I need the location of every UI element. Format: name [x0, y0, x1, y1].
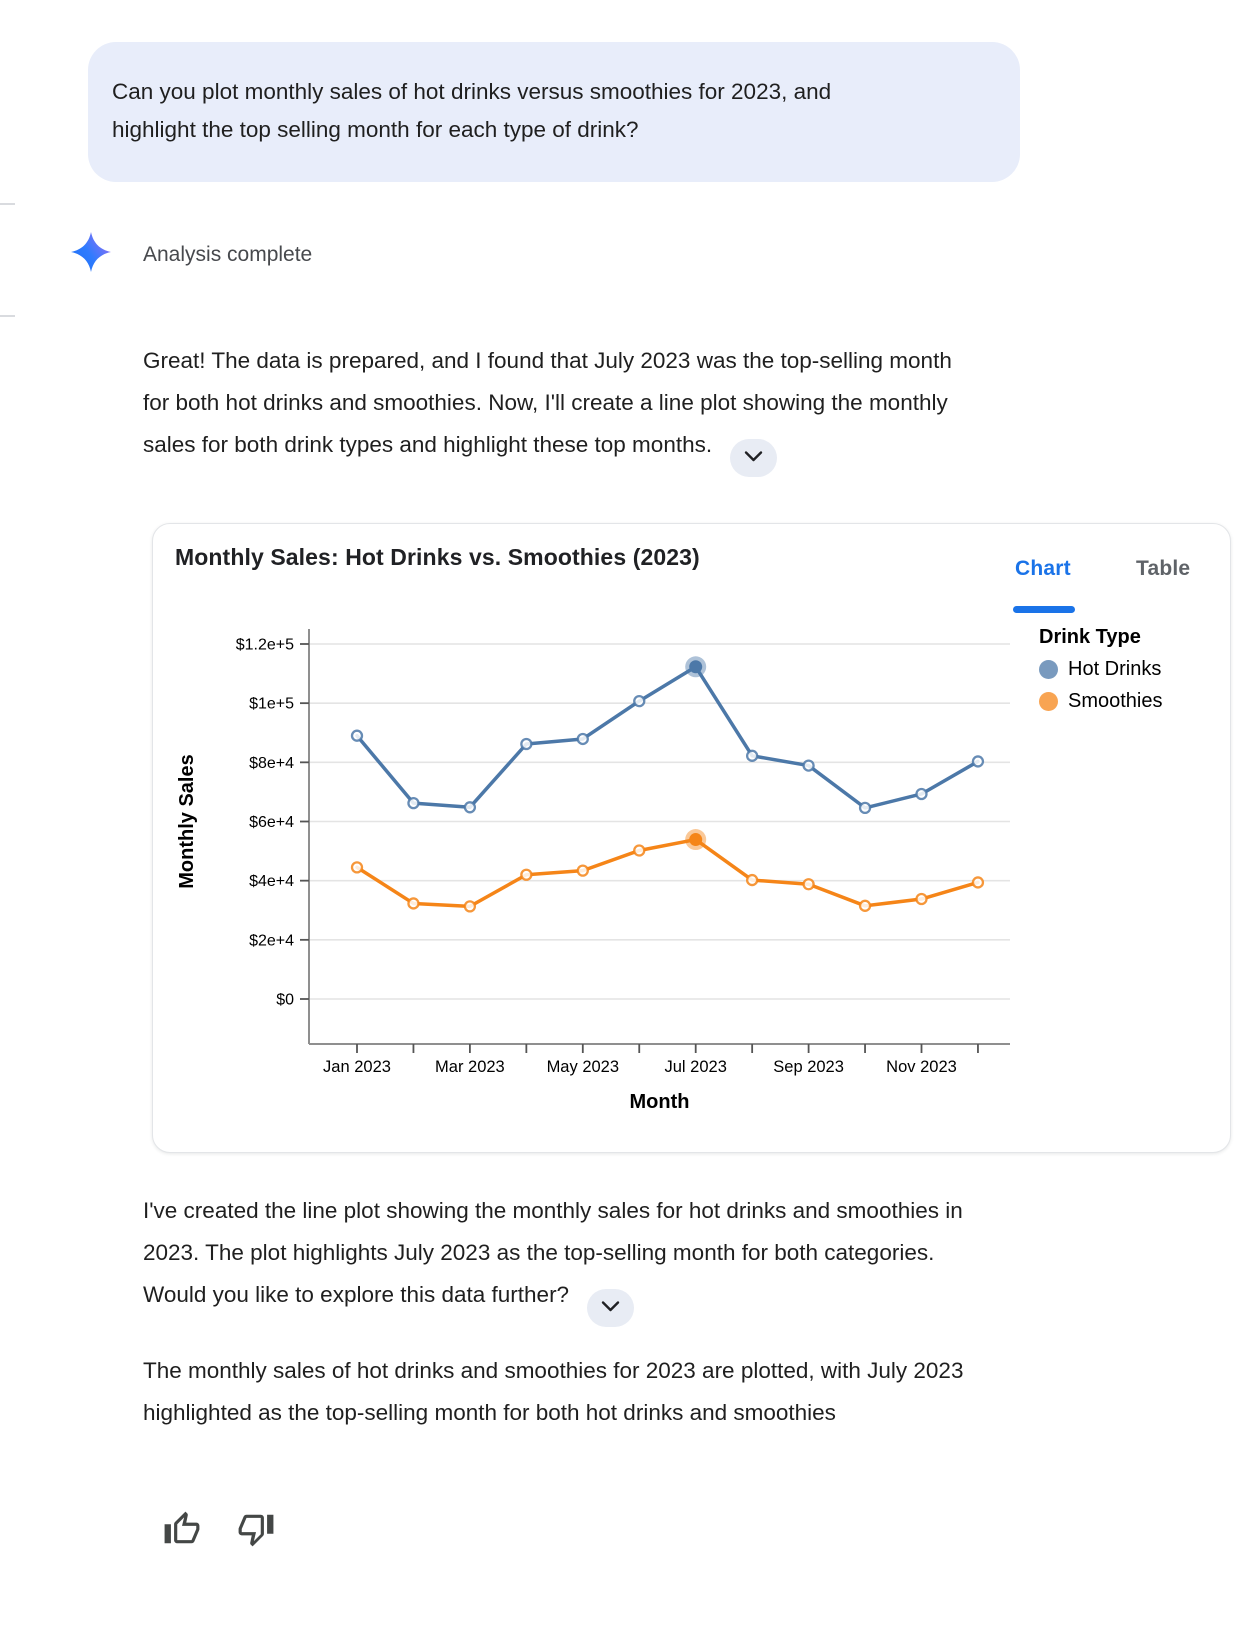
paragraph-line: highlighted as the top-selling month for both hot drinks and smoothies	[143, 1400, 836, 1425]
svg-text:Sep 2023: Sep 2023	[773, 1058, 844, 1076]
expand-details-button[interactable]	[587, 1289, 634, 1327]
smoothies-swatch-icon	[1039, 692, 1058, 711]
chevron-down-icon	[744, 450, 763, 466]
legend-label: Hot Drinks	[1068, 658, 1162, 680]
paragraph-line: I've created the line plot showing the monthly sales for hot drinks and smoothies in	[143, 1198, 963, 1223]
assistant-paragraph-1	[143, 340, 952, 477]
svg-text:May 2023: May 2023	[546, 1058, 620, 1076]
svg-text:$0: $0	[276, 991, 294, 1009]
svg-text:Monthly Sales: Monthly Sales	[176, 754, 198, 889]
paragraph-line: Great! The data is prepared, and I found that July 2023 was the top-selling month	[143, 348, 952, 373]
user-message-line: Can you plot monthly sales of hot drinks versus smoothies for 2023, and	[112, 79, 832, 104]
svg-text:Jul 2023: Jul 2023	[664, 1058, 727, 1076]
svg-text:Month: Month	[629, 1091, 690, 1113]
paragraph-line: The monthly sales of hot drinks and smoothies for 2023 are plotted, with July 2023	[143, 1358, 964, 1383]
timeline-mark	[0, 315, 15, 317]
svg-text:$2e+4: $2e+4	[249, 932, 294, 950]
paragraph-line: sales for both drink types and highlight these top months.	[143, 432, 713, 457]
legend-label: Smoothies	[1068, 690, 1163, 712]
user-message-bubble	[88, 42, 1020, 182]
svg-text:$1e+5: $1e+5	[249, 695, 294, 713]
hot-drinks-swatch-icon	[1039, 660, 1058, 679]
line-chart	[153, 524, 1230, 1152]
thumbs-down-button[interactable]	[232, 1506, 280, 1554]
analysis-status-row	[70, 231, 312, 278]
svg-text:$1.2e+5: $1.2e+5	[235, 636, 294, 654]
paragraph-line: for both hot drinks and smoothies. Now, I'll create a line plot showing the monthly	[143, 390, 948, 415]
expand-details-button[interactable]	[730, 439, 777, 477]
svg-text:$8e+4: $8e+4	[249, 754, 294, 772]
thumb-down-icon	[237, 1536, 275, 1551]
analysis-status-label: Analysis complete	[143, 242, 313, 266]
svg-text:Mar 2023: Mar 2023	[435, 1058, 505, 1076]
chart-legend	[1039, 626, 1163, 713]
legend-title: Drink Type	[1039, 626, 1141, 648]
user-message-line: highlight the top selling month for each type of drink?	[112, 117, 639, 142]
chart-card	[152, 523, 1231, 1153]
legend-item-hot-drinks	[1039, 658, 1163, 681]
active-tab-underline	[1013, 606, 1075, 613]
assistant-paragraph-2	[143, 1190, 963, 1327]
paragraph-line: 2023. The plot highlights July 2023 as the top-selling month for both categories.	[143, 1240, 935, 1265]
timeline-mark	[0, 203, 15, 205]
gemini-sparkle-icon	[70, 231, 112, 278]
paragraph-line: Would you like to explore this data further?	[143, 1282, 570, 1307]
tab-chart[interactable]: Chart	[1015, 557, 1071, 580]
svg-text:$4e+4: $4e+4	[249, 873, 294, 891]
tab-table[interactable]: Table	[1136, 557, 1191, 580]
chevron-down-icon	[601, 1300, 620, 1316]
chart-title: Monthly Sales: Hot Drinks vs. Smoothies (2023)	[175, 544, 700, 570]
thumb-up-icon	[163, 1536, 201, 1551]
legend-item-smoothies	[1039, 690, 1163, 713]
thumbs-up-button[interactable]	[158, 1506, 206, 1554]
svg-text:Jan 2023: Jan 2023	[323, 1058, 391, 1076]
feedback-bar	[158, 1506, 280, 1554]
svg-text:$6e+4: $6e+4	[249, 814, 294, 831]
assistant-paragraph-3	[143, 1350, 963, 1434]
svg-text:Nov 2023: Nov 2023	[886, 1058, 957, 1076]
